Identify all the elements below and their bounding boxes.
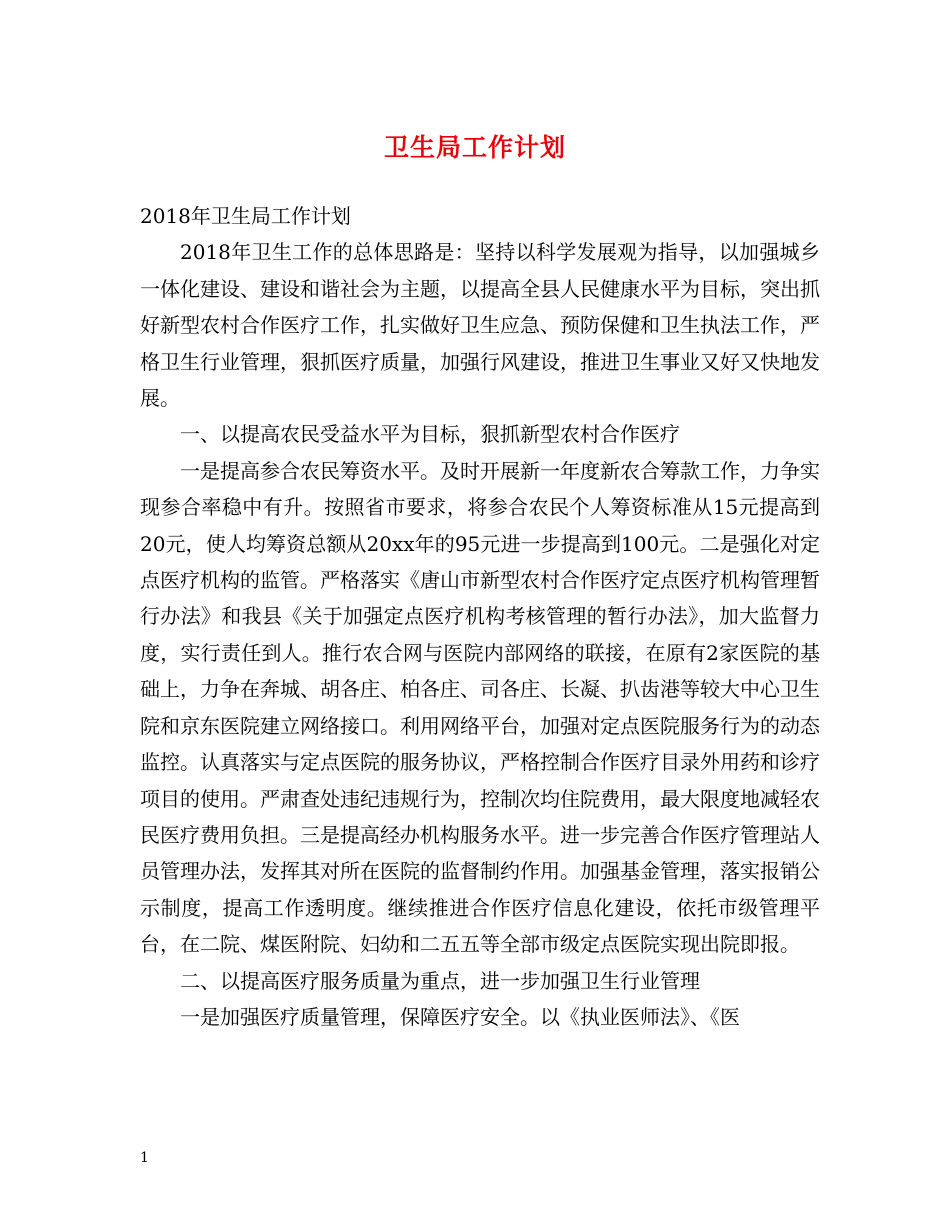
section-heading-2: 二、以提高医疗服务质量为重点，进一步加强卫生行业管理 <box>180 968 700 993</box>
paragraph-section-1: 一是提高参合农民筹资水平。及时开展新一年度新农合筹款工作，力争实现参合率稳中有升。按照省市要求，将参合农民个人筹资标准从15元提高到 20元，使人均筹资总额从20xx年的95元进一步提高到100元。二是强化对定点医疗机构的监管。严格落实《唐山市新型农村合作医疗定点医疗机构管理暂行办法》和我县《关于加强定点医疗机构考核管理的暂行办法》，加大监督力度，实行责任到人。推行农合网与医院内部网络的联接，在原有2家医院的基础上，力争在奔城、胡各庄、柏各庄、司各庄、长凝、扒齿港等较大中心卫生院和京东医院建立网络接口。利用网络平台，加强对定点医院服务行为的动态监控。认真落实与定点医院的服务协议，严格控制合作医疗目录外用药和诊疗项目的使用。严肃查处违纪违规行为，控制次均住院费用，最大限度地减轻农民医疗费用负担。三是提高经办机构服务水平。进一步完善合作医疗管理站人员管理办法，发挥其对所在医院的监督制约作用。加强基金管理，落实报销公示制度，提高工作透明度。继续推进合作医疗信息化建设，依托市级管理平台，在二院、煤医附院、妇幼和二五五等全部市级定点医院实现出院即报。 <box>140 458 820 957</box>
document-title: 卫生局工作计划 <box>383 133 566 162</box>
paragraph-overview: 2018年卫生工作的总体思路是：坚持以科学发展观为指导，以加强城乡一体化建设、建设和谐社会为主题，以提高全县人民健康水平为目标，突出抓好新型农村合作医疗工作，扎实做好卫生应急、预防保健和卫生执法工作，严格卫生行业管理，狠抓医疗质量，加强行风建设，推进卫生事业又好又快地发展。 <box>140 240 820 411</box>
paragraph-section-2: 一是加强医疗质量管理，保障医疗安全。以《执业医师法》、《医 <box>180 1004 740 1029</box>
document-subtitle: 2018年卫生局工作计划 <box>140 204 351 228</box>
section-heading-1: 一、以提高农民受益水平为目标，狠抓新型农村合作医疗 <box>180 422 680 447</box>
page-number: 1 <box>140 1150 149 1166</box>
document-body <box>140 198 820 1035</box>
